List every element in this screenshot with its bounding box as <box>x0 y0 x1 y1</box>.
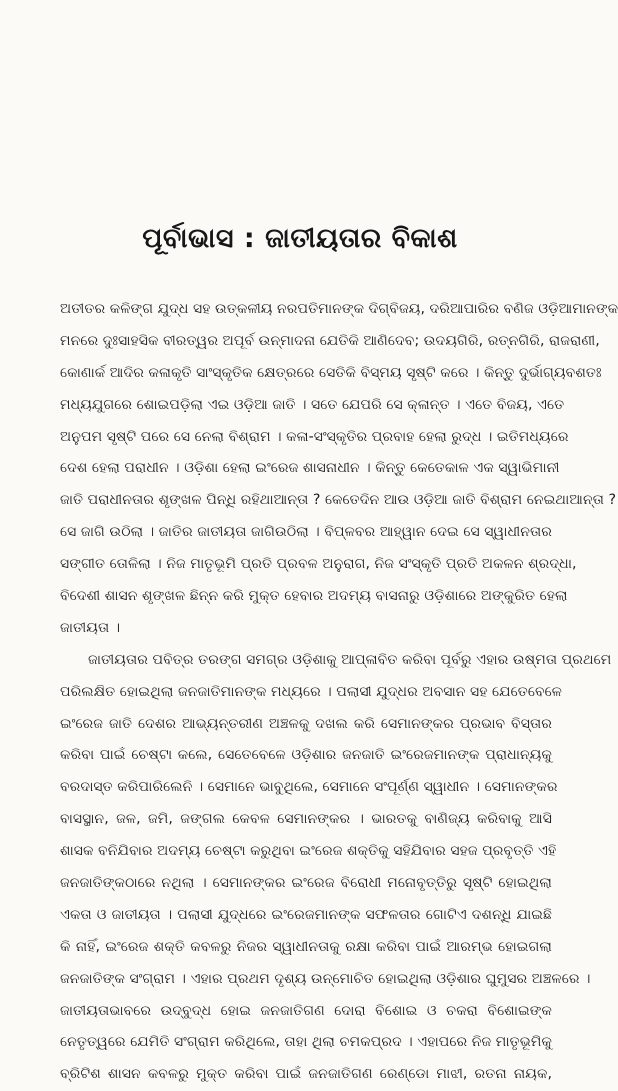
text-line: ସଙ୍ଗୀତ ତୋଳିଲା । ନିଜ ମାତୃଭୂମି ପ୍ରତି ପ୍ରବଳ ଅନୁରାଗ, ନିଜ ସଂସ୍କୃତି ପ୍ରତି ଅକଳନ ଶ୍ରଦ୍ଧା, <box>60 556 577 573</box>
text-line: ଇଂରେଜ ଜାତି ଦେଶର ଆଭ୍ୟନ୍ତରୀଣ ଅଞ୍ଚଳକୁ ଦଖଲ କରି ସେମାନଙ୍କର ପ୍ରଭାବ ବିସ୍ତାର <box>60 715 552 732</box>
text-line: ଅନୁପମ ସୃଷ୍ଟି ପରେ ସେ ନେଲା ବିଶ୍ରାମ । କଳା-ସଂସ୍କୃତିର ପ୍ରବାହ ହେଲା ରୁଦ୍ଧ । ଇତିମଧ୍ୟରେ <box>60 428 569 445</box>
text-line: ନେତୃତ୍ୱରେ ଯେମିତି ସଂଗ୍ରାମ କରିଥିଲେ, ତାହା ଥିଲା ଚମକପ୍ରଦ । ଏହାପରେ ନିଜ ମାତୃଭୂମିକୁ <box>60 1034 553 1051</box>
text-line: ପରିଲକ୍ଷିତ ହୋଇଥିଲା ଜନଜାତିମାନଙ୍କ ମଧ୍ୟରେ । ପଲାସୀ ଯୁଦ୍ଧର ଅବସାନ ସହ ଯେତେବେଳେ <box>60 683 562 700</box>
text-line: ମଧ୍ୟଯୁଗରେ ଶୋଇପଡ଼ିଲା ଏଇ ଓଡ଼ିଆ ଜାତି । ସତେ ଯେପରି ସେ କ୍ଳାନ୍ତ । ଏତେ ବିଜୟ, ଏତେ <box>60 396 565 413</box>
chapter-title: ପୂର୍ବାଭାସ : ଜାତୀୟତାର ବିକାଶ <box>142 223 458 254</box>
text-line: ବାସସ୍ଥାନ, ଜଳ, ଜମି, ଜଙ୍ଗଲ କେବଳ ସେମାନଙ୍କର । ଭାରତକୁ ବାଣିଜ୍ୟ କରିବାକୁ ଆସି <box>60 811 552 828</box>
text-line: ଜାତୀୟତା । <box>60 619 121 636</box>
text-line: ଏକତା ଓ ଜାତୀୟତା । ପଲାସୀ ଯୁଦ୍ଧରେ ଇଂରେଜମାନଙ୍କ ସଫଳତାର ଗୋଟିଏ ଦଶନ୍ଧି ଯାଇଛି <box>60 906 552 923</box>
text-line: ବରଦାସ୍ତ କରିପାରିଲେନି । ସେମାନେ ଭାବୁଥିଲେ, ସେମାନେ ସଂପୂର୍ଣ୍ଣ ସ୍ୱାଧୀନ । ସେମାନଙ୍କର <box>60 779 558 796</box>
text-line: କରିବା ପାଇଁ ଚେଷ୍ଟା କଲେ, ସେତେବେଳେ ଓଡ଼ିଶାର ଜନଜାତି ଇଂରେଜମାନଙ୍କ ପ୍ରାଧାନ୍ୟକୁ <box>60 747 552 764</box>
text-line: ଜାତି ପରାଧୀନତାର ଶୃଙ୍ଖଳ ପିନ୍ଧି ରହିଥାଆନ୍ତା ? କେତେଦିନ ଆଉ ଓଡ଼ିଆ ଜାତି ବିଶ୍ରାମ ନେଇଥାଆନ୍ତା ? <box>60 492 617 509</box>
text-line: ଶାସକ ବନିଯିବାର ଅଦମ୍ୟ ଚେଷ୍ଟା କରୁଥିବା ଇଂରେଜ ଶକ୍ତିକୁ ସହିଯିବାର ସହଜ ପ୍ରବୃତ୍ତି ଏହି <box>60 843 557 860</box>
text-line: ଜନଜାତିଙ୍କଠାରେ ନଥିଲା । ସେମାନଙ୍କର ଇଂରେଜ ବିରୋଧୀ ମନୋବୃତ୍ତିରୁ ସୃଷ୍ଟି ହୋଇଥିଲା <box>60 875 552 892</box>
text-line: ସେ ଜାଗି ଉଠିଲା । ଜାତିର ଜାତୀୟତା ଜାଗିଉଠିଲା । ବିପ୍ଳବର ଆହ୍ୱାନ ଦେଇ ସେ ସ୍ୱାଧୀନତାର <box>60 524 552 541</box>
text-line: ମନରେ ଦୁଃସାହସିକ ବୀରତ୍ୱର ଅପୂର୍ବ ଉନ୍ମାଦନା ଯେତିକି ଆଣିଦେବ; ଉଦୟଗିରି, ରତ୍ନଗିରି, ରାଜରାଣୀ, <box>60 332 600 349</box>
body-text <box>60 294 618 1091</box>
text-line: ବ୍ରିଟିଶ ଶାସନ କବଳରୁ ମୁକ୍ତ କରିବା ପାଇଁ ଜନଜାତିଗଣ ରେଣ୍ଡୋ ମାଝୀ, ରତନା ନାୟକ, <box>60 1066 552 1083</box>
text-line: କୋଣାର୍କ ଆଦିର କଳାକୃତି ସାଂସ୍କୃତିକ କ୍ଷେତ୍ରରେ ସେତିକି ବିସ୍ମୟ ସୃଷ୍ଟି କରେ । କିନ୍ତୁ ଦୁର୍ଭାଗ୍ୟବଶତଃ <box>60 364 602 381</box>
text-line: ଜନଜାତିଙ୍କ ସଂଗ୍ରାମ । ଏହାର ପ୍ରଥମ ଦୃଶ୍ୟ ଉନ୍ମୋଚିତ ହୋଇଥିଲା ଓଡ଼ିଶାର ଘୁମୁସର ଅଞ୍ଚଳରେ । <box>60 970 591 987</box>
text-line: ଜାତୀୟତାର ପବିତ୍ର ତରଙ୍ଗ ସମଗ୍ର ଓଡ଼ିଶାକୁ ଆପ୍ଳାବିତ କରିବା ପୂର୍ବରୁ ଏହାର ଉଷ୍ମତା ପ୍ରଥମେ <box>88 651 612 668</box>
text-line: ଅତୀତର କଳିଙ୍ଗ ଯୁଦ୍ଧ ସହ ଉତ୍କଳୀୟ ନରପତିମାନଙ୍କ ଦିଗ୍‌ବିଜୟ, ଦରିଆପାରିର ବଣିଜ ଓଡ଼ିଆମାନଙ୍କ <box>60 301 618 317</box>
text-line: ଜାତୀୟତାଭାବରେ ଉଦ୍‌ବୁଦ୍ଧ ହୋଇ ଜନଜାତିଗଣ ଦୋରା ବିଶୋଇ ଓ ଚକରା ବିଶୋଇଙ୍କ <box>60 1002 552 1019</box>
text-line: ବିଦେଶୀ ଶାସନ ଶୃଙ୍ଖଳ ଛିନ୍ନ କରି ମୁକ୍ତ ହେବାର ଅଦମ୍ୟ ବାସନାରୁ ଓଡ଼ିଶାରେ ଅଙ୍କୁରିତ ହେଲା <box>60 588 568 605</box>
text-line: କି ନାହିଁ, ଇଂରେଜ ଶକ୍ତି କବଳରୁ ନିଜର ସ୍ୱାଧୀନତାକୁ ରକ୍ଷା କରିବା ପାଇଁ ଆରମ୍ଭ ହୋଇଗଲା <box>60 938 552 955</box>
text-line: ଦେଶ ହେଲା ପରାଧୀନ । ଓଡ଼ିଶା ହେଲା ଇଂରେଜ ଶାସନାଧୀନ । କିନ୍ତୁ କେତେକାଳ ଏକ ସ୍ୱାଭିମାନୀ <box>60 460 560 477</box>
